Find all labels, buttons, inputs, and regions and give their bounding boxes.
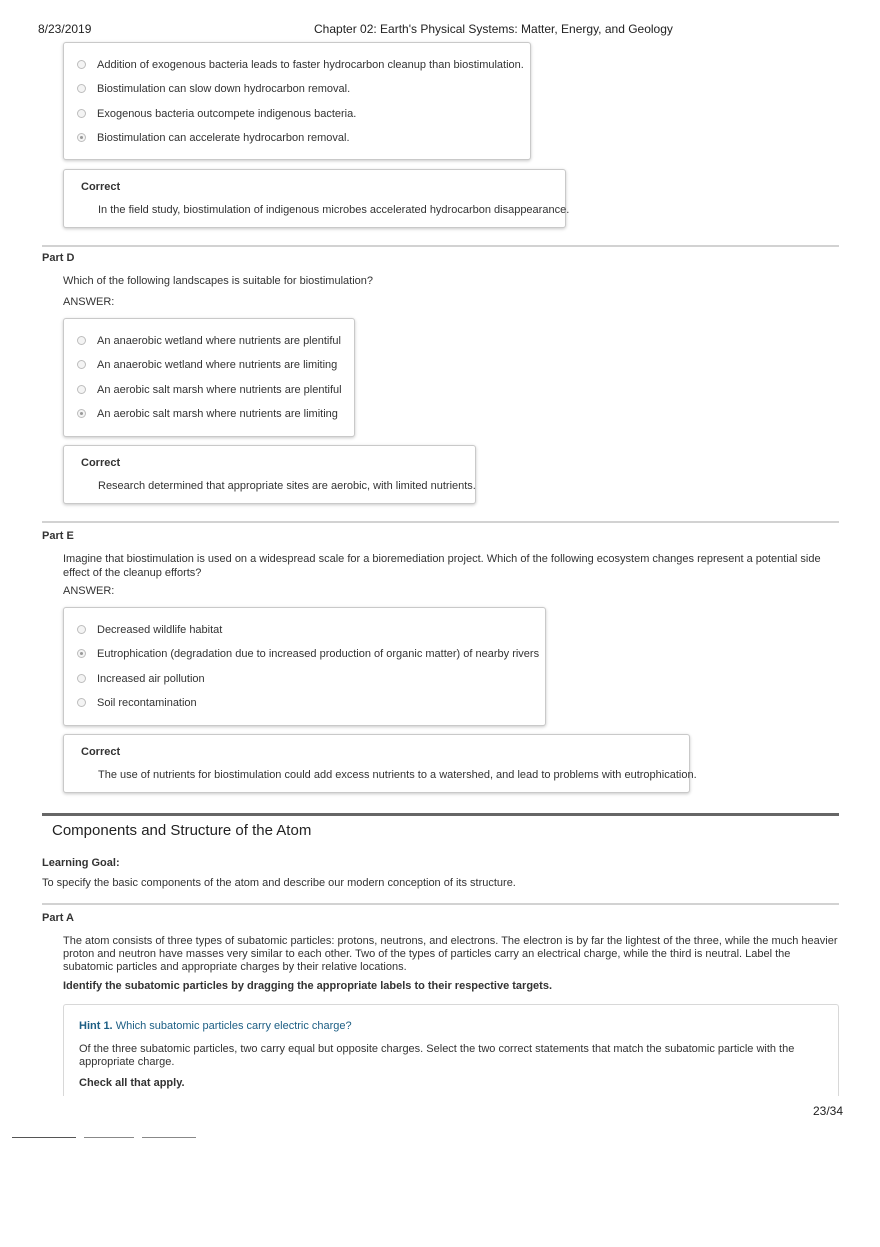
- option-label: An anaerobic wetland where nutrients are limiting: [97, 359, 338, 371]
- hint-box: [63, 1004, 839, 1096]
- part-d-label: Part D: [42, 252, 75, 264]
- radio-button-selected[interactable]: [77, 409, 86, 418]
- radio-button-selected[interactable]: [77, 133, 86, 142]
- part-d-answer-label: ANSWER:: [63, 296, 115, 308]
- option-label: An aerobic salt marsh where nutrients are limiting: [97, 408, 338, 420]
- option-label: Increased air pollution: [97, 673, 205, 685]
- artifact-line: [12, 1137, 76, 1138]
- feedback-title: Correct: [81, 181, 121, 193]
- page-number: 23/34: [813, 1104, 844, 1118]
- radio-button[interactable]: [77, 625, 86, 634]
- atom-part-a-label: Part A: [42, 912, 74, 924]
- hint-title[interactable]: Which subatomic particles carry electric charge?: [115, 1020, 352, 1032]
- divider: [42, 903, 839, 905]
- radio-button[interactable]: [77, 385, 86, 394]
- divider: [42, 521, 839, 523]
- part-e-label: Part E: [42, 530, 74, 542]
- feedback-title: Correct: [81, 746, 121, 758]
- section-rule: [42, 813, 839, 816]
- option-label: Decreased wildlife habitat: [97, 624, 223, 636]
- radio-button[interactable]: [77, 336, 86, 345]
- feedback-text: Research determined that appropriate sites are aerobic, with limited nutrients.: [98, 480, 476, 492]
- part-e-answer-label: ANSWER:: [63, 585, 115, 597]
- hint-header[interactable]: [79, 1020, 352, 1032]
- radio-button[interactable]: [77, 84, 86, 93]
- artifact-line: [142, 1137, 196, 1138]
- option-label: An anaerobic wetland where nutrients are plentiful: [97, 335, 341, 347]
- artifact-line: [84, 1137, 134, 1138]
- feedback-text: In the field study, biostimulation of indigenous microbes accelerated hydrocarbon disappearance.: [98, 204, 570, 216]
- hint-number: Hint 1.: [79, 1020, 113, 1032]
- option-label: Addition of exogenous bacteria leads to faster hydrocarbon cleanup than biostimulation.: [97, 59, 524, 71]
- divider: [42, 245, 839, 247]
- radio-button[interactable]: [77, 109, 86, 118]
- hint-text: Of the three subatomic particles, two carry equal but opposite charges. Select the two correct statements that match the subatomic particle with the appropriate charge.: [79, 1043, 795, 1068]
- atom-part-a-instruction: Identify the subatomic particles by dragging the appropriate labels to their respective targets.: [63, 980, 553, 992]
- part-c-choice-box: [63, 42, 531, 160]
- option-label: Biostimulation can slow down hydrocarbon removal.: [97, 83, 351, 95]
- option-label: An aerobic salt marsh where nutrients are plentiful: [97, 384, 342, 396]
- option-label: Soil recontamination: [97, 697, 197, 709]
- option-label: Biostimulation can accelerate hydrocarbon removal.: [97, 132, 350, 144]
- radio-button[interactable]: [77, 360, 86, 369]
- learning-goal-text: To specify the basic components of the atom and describe our modern conception of its structure.: [42, 877, 516, 889]
- part-d-question: Which of the following landscapes is suitable for biostimulation?: [63, 275, 373, 287]
- print-date: 8/23/2019: [38, 22, 92, 36]
- atom-part-a-text: The atom consists of three types of subatomic particles: protons, neutrons, and electrons. The electron is by far the lightest of the three, while the much heavier proton and neutron have masses very similar to each other. Two of the types of particles carry an electrical charge, while the third is neutral. Label the subatomic particles and appropriate charges by their relative locations.: [63, 935, 838, 973]
- part-e-feedback: [63, 734, 697, 793]
- feedback-title: Correct: [81, 457, 121, 469]
- part-c-feedback: [63, 169, 570, 228]
- radio-button[interactable]: [77, 674, 86, 683]
- hint-instruction: Check all that apply.: [79, 1077, 185, 1089]
- radio-button[interactable]: [77, 698, 86, 707]
- part-d-feedback: [63, 445, 476, 504]
- radio-button-selected[interactable]: [77, 649, 86, 658]
- document-title: Chapter 02: Earth's Physical Systems: Matter, Energy, and Geology: [314, 22, 673, 36]
- radio-button[interactable]: [77, 60, 86, 69]
- part-e-choice-box: [63, 607, 546, 726]
- option-label: Eutrophication (degradation due to increased production of organic matter) of nearby rivers: [97, 648, 540, 660]
- part-d-choice-box: [63, 318, 355, 437]
- option-label: Exogenous bacteria outcompete indigenous bacteria.: [97, 108, 357, 120]
- learning-goal-label: Learning Goal:: [42, 857, 120, 869]
- feedback-text: The use of nutrients for biostimulation could add excess nutrients to a watershed, and lead to problems with eutrophication.: [98, 769, 697, 781]
- part-e-question: Imagine that biostimulation is used on a widespread scale for a bioremediation project. Which of the following ecosystem changes represent a potential side effect of the cleanup efforts?: [63, 553, 821, 579]
- section-title: Components and Structure of the Atom: [52, 822, 312, 839]
